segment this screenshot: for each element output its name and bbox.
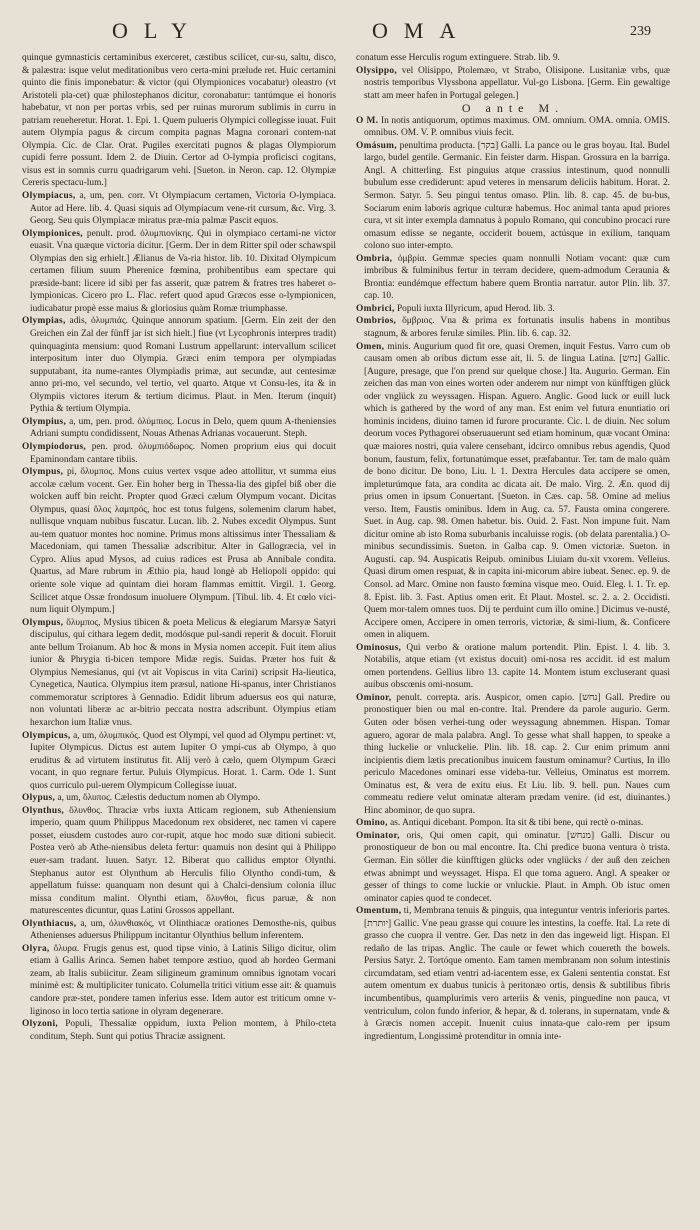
dictionary-entry	[22, 918, 336, 943]
dictionary-entry	[356, 303, 670, 316]
entry-text: as. Antiqui dicebant. Pompon. Ita sit & tibi bene, qui rectè o-minas.	[390, 818, 644, 829]
entry-text: pen. prod. ὀλυμπιόδωρος. Nomen proprium eius qui docuit Epaminondam cantare tibiis.	[30, 441, 336, 465]
dictionary-entry	[356, 115, 670, 140]
running-head-left: OLY	[112, 18, 204, 43]
entry-headword: Olynthiacus,	[22, 918, 77, 929]
right-column	[356, 52, 670, 1220]
entry-text: vel Olisippo, Ptolemæo, vt Strabo, Olisipone. Lusitaniæ vrbs, quæ nostris temporibus Vlyssbona appellatur. Vul-go Lisbona. [Germ. Ein gewaltige statt am meer hafen in Portugal gelegen.]	[364, 65, 670, 101]
dictionary-entry	[22, 441, 336, 466]
entry-headword: Olypus,	[22, 793, 56, 804]
entry-text: a, um, ὄλυπος. Cælestis deductum nomen ab Olympo.	[57, 793, 261, 804]
entry-headword: Olympiodorus,	[22, 441, 87, 452]
entry-text: ὄλυμπος, Mysius tibicen & poeta Melicus & elegiarum Marsyæ Satyri discipulus, qui cithara legem dedit, modósque pul-sandi reperit & docuit. Floruit ante bellum Troianum. Ab hoc & mons in Mysia nomen accepit. Fuit item alius iunior & Phrygia ti-bicen tempore Midæ regis. Suidas. Præter hos fuit & Olympius Nemesianus, qui (vt ait Vopiscus in vita Carini) scripsit Ha-lieutica, Cynegetica, Nautica. Olympius item præsul, natione Hi-spanus, inter Christianos commemoratur scriptores à Gennadio. Edidit librum aduersus eos qui naturæ, non voluntati liberæ ac ar-bitrio peccata nostra adscribunt. Olympius etiam hexarchon ium Italiæ vnus.	[30, 617, 336, 728]
entry-text: minis. Augurium quod fit ore, quasi Oremen, inquit Festus. Varro cum ob causam omen ab oribus dictum esse ait, li. 5. de lingua Latina. [נחש] Gallic. [Augure, presage, que l'on prend sur quelque chose.] Ita. Augurio. German. Ein zeichen das man von eines worten oder anderem nur nimpt von künfftigen glück oder vnglück zu weyssagen. Hispan. Aguero. Anglic. Good luck or euill luck which is gathered by the word of any man. Est enim vel futura enuntiatio ori hominis incidens, diuino tamen id furore procurante. Cic. l. de diuin. Nec solum deorum voces Pythagorei obseruauerunt sed etiam hominum, quæ vocant Omina: quæ maiores nostri, quia valere censebant, idcirco omnibus rebus agendis, Quod bonum, faustum, felix, fortunatúmque esset, præfabantur. Ter. tam de malo quàm de bono dicitur. De bono, Liu. l. 1. Dextra Hercules data accipere se omen, impleturúmque fata, ara condita ac dicata ait. De malo. Virg. 2. Æn. quod dij prius omen in ipsum Conuertant. [Sueton. in Cæs. cap. 58. Omine ad melius verso. Item, Faustis ominibus. Idem in Aug. ca. 57. Fausta omina congerere. Suet. in Aug. cap. 98. Omen habetur. bis. Ouid. 2. Fast. Non impune fuit. Nam dicitur omine ab isto Roma suburbanis incaluisse rogis. (ob delata parentalia.) O-minibus secundissimis. Sueton. in Galba cap. 9. Omen victoriæ. Sueton. in Augusti. cap. 94. Auspicatis Reipub. ominibus Liuiam du-xit vxorem. Velleius. Quasi dirum omen respuat, & in capita ini-micorum abire iubeat. Senec. ep. 9. de Consol. ad Marc. Omine non fausto fœmina visque meo. Ouid. Eleg. l. 1. Tr. ep. 8. Epist. lib. 3. Fast. Aptius omen erit. Et Plaut. Mostel. sc. 2. a. 2. Occidisti. Quem mor-talem omnes tuos. Dij te perduint cum illo omine.] Dicimus ve-nusté, Accipere omen, Accipere in omen terroris, victoriæ, & simi-lium, &. Conficere omen in aliquem.	[364, 341, 670, 641]
entry-headword: Olysippo,	[356, 65, 397, 76]
column-gutter	[340, 52, 352, 1212]
entry-text: adis, ὀλυμπιάς. Quinque annorum spatium. [Germ. Ein zeit der den Greichen ein Zal der fünff jar ist sich hielt.] fiue (vt Lycophronis interpres tradit) quinquaginta mensium: quod Romani Lustrum appellarunt: intervallum scilicet interpositum inter duo Olympia. Græci enim tempora per olympiadas supputabant, ita nume-rantes Olympiadis primæ, aut secundæ, aut centesimæ anno pri-mo, vel secundo, vel tertio, vel quarto. Atque vt Consu-les, ita & in Olympiis victores iterum & tertium dicimus. Plaut. in Men. Iterum (inquit) Pythia & tertium Olympia.	[30, 316, 336, 415]
entry-headword: Olympiacus,	[22, 191, 76, 202]
dictionary-entry	[356, 905, 670, 1043]
section-heading: O ante M.	[461, 101, 565, 116]
entry-text: Qui verbo & oratione malum portendit. Plin. Epist. l. 4. lib. 3. Notabilis, atque etiam (vt existus docuit) omi-nosa res accidit. id est malum omen portendens. Gellius libro 13. capite 14. Montem istum excluserant quasi auibus obscœnis omi-nosum.	[364, 642, 670, 691]
entry-text: quinque gymnasticis certaminibus exerceret, cæstibus scilicet, cur-su, saltu, disco, & palæstra: isque velut meditationibus vero certa-mini prælude ret. Huic certamini quinto die finis imponebatur: & victor (qui Olympionices vocabatur) oleastro (vt Aristoteli pla-cet) quæ philostephanos dicitur, coronabatur: tantúmque ei honoris habebatur, vt non per portas vrbis, sed per ruinas murorum sublimis in curru in patriam reueheretur. Horat. 1. Epi. 1. Quem pulueris Olympici collegisse iuuat. Fuit autem Olympia pagus & circum compita pagnas Magna coronari contem-nat Olympia. Cic. de Clar. Orat. Pugiles exercitati pugnos & plagas Olympiorum cupidi ferre possunt. Idem 2. de Diuin. Certor ad O-lympia proficisci cogitans, visus est in somnis curru quadrigarum vehi. [Sueton. in Neron. cap. 12. Olympiæ Cereris spectacu-lum.]	[22, 53, 336, 189]
dictionary-entry	[22, 805, 336, 918]
dictionary-entry	[22, 792, 336, 805]
dictionary-entry	[356, 140, 670, 253]
entry-text: ὄμβριος. Vna & prima ex fortunatis insulis habens in montibus stagnum, & arbores ferulæ similes. Plin. lib. 6. cap. 32.	[364, 316, 670, 340]
dictionary-entry	[22, 52, 336, 190]
dictionary-entry	[22, 466, 336, 617]
entry-text: In notis antiquorum, optimus maximus. OM. omnium. OMA. omnia. OMIS. omnibus. OM. V. P. omnibus viuis fecit.	[364, 115, 670, 139]
entry-headword: Ominator,	[356, 830, 400, 841]
entry-text: ὄλυρα. Frugis genus est, quod tipse vinio, à Latinis Siligo dicitur, olim etiam à Gallis Arinca. Semen habet tempore æstiuo, quod ab hordeo Germani zeam, ab Italis subiicitur. Zeam siligineum graminum omnibus ignotam vocari minimè est: & multipliciter tunicato. Columella tritici vitium esse ait: & quamuis candore præ-stet, pondere tamen inferius esse. Idem autor est triticum omne v-liginoso in loco tertia satione in olyram degenerare.	[30, 943, 336, 1017]
entry-text: a, um, pen. prod. ὀλύμπιος. Locus in Delo, quem quum A-theniensies Adriani sumptu condidissent, Nouas Athenas Adrianas vocauerunt. Steph.	[30, 416, 336, 440]
dictionary-entry	[356, 315, 670, 340]
dictionary-entry	[22, 617, 336, 730]
dictionary-entry	[356, 341, 670, 642]
entry-headword: O M.	[356, 115, 379, 126]
running-head-right: OMA	[372, 18, 472, 43]
entry-headword: Olynthus,	[22, 805, 65, 816]
entry-headword: Olympias,	[22, 316, 66, 327]
entry-text: pi, ὄλυμπος. Mons cuius vertex vsque adeo attollitur, vt summa eius accolæ cælum vocent. Ger. Ein hoher berg in Thessa-lia des gipfel biß ober die wolcken auff bin reicht. Propter quod Græci cælum Olympum vocant. Dicitas Olympus, quasi ὅλος λαμπρός, hoc est totus fulgens, solemenim clarum habet, nullisque vnquam nubibus fuscatur. Lucan. lib. 2. Nubes excedit Olympus. Sunt au-tem quatuor montes hoc nomine. Primus mons altissimus inter Thessaliam & Macedoniam, qui tamen Thessaliæ adscribitur. Alter in Gallogræcia, vel in Cypro. Alius apud Mysos, ad cuius radices est Prusa ab Annibale condita. Quartus, ad Mare rubrum in Æthio pia, haud longè ab Heliopoli oppido: qui oriente sole vique ad quintam diei horam flammas emittit. Virgil. 1. Georg. Scilicet atque Ossæ frondosum inuoluere Olympum. [Tibul. lib. 4. Et cœlo vici-num liquit Olympum.]	[30, 467, 336, 616]
entry-text: oris, Qui omen capit, qui ominatur. [מנחש] Galli. Discur ou pronostiqueur de bon ou mal encontre. Ita. Chi predice buona ventura ò trista. German. Ein söller die künfftigen glücks oder vnglücks / der auß den zeichen etwas abnimpt und weyssaget. Hispa. El que toma aguero. Angl. A speaker or gesser of things to come luckie or vnluckie. Plaut. in Amph. Ob istuc omen ominator capies quod te condecet.	[364, 830, 670, 904]
dictionary-entry	[22, 1018, 336, 1043]
dictionary-entry	[356, 65, 670, 103]
running-head	[0, 18, 700, 50]
entry-headword: Olympus,	[22, 467, 64, 478]
entry-headword: Omásum,	[356, 140, 397, 151]
entry-headword: Ombria,	[356, 253, 393, 264]
entry-headword: Ombrios,	[356, 316, 397, 327]
dictionary-entry	[22, 315, 336, 415]
entry-headword: Ominor,	[356, 692, 392, 703]
entry-text: a, um, ὀλυμπικός. Quod est Olympi, vel quod ad Olympu pertinet: vt, Iupiter Olympicus. Dictus est autem Iupiter O ympi-cus ab Olympo, à quo eruditus & ad virtutem institutus fit. Alij verò à cælo, quem Olympum Græci vocant, in quo regnare fertur. Puluis Olympicus. Horat. 1. Carm. Ode 1. Sunt quos curriculo pul-uerem Olympicum Collegisse iuuat.	[30, 730, 336, 791]
dictionary-entry	[22, 730, 336, 793]
entry-text: ti, Membrana tenuis & pinguis, qua integuntur ventris inferioris partes. [יותרת] Gallic. Vne peau grasse qui couure les intestins, la coeffe. Ital. La rete di grasso che cuopra il ventre. Ger. Das netz in den das ingeweid ligt. Hispan. El redaño de las tripas. Anglic. The caule or fewet which couereth the bowels. Persius Satyr. 2. Tortóque omento. Eam tamen membranam non solum intestinis circumdatam, sed etiam ventri ad-iacentem esse, ex Galeni sententia constat. Est autem omentum ex duabus tunicis à peritonæo ortis, densis & subtilibus fibris incumbentibus, quamplurimis vero arteriis & venis, pinguedine non pauca, vt ventriculum, colon fundo inferior, & hepar, & d. tolerans, in supernatam, vnde & à Græcis nomen accepit. Inuenit cuius innata-que calo-rem per ipsum ingredientum, Longissimè protenditur in omnia inte-	[364, 906, 670, 1042]
entry-headword: Olympius,	[22, 416, 67, 427]
entry-text: Populi iuxta Illyricum, apud Herod. lib. 3.	[396, 303, 555, 314]
entry-headword: Omino,	[356, 818, 388, 829]
entry-text: penult. correpta. aris. Auspicor, omen capio. [נחש] Gall. Predire ou pronostiquer bien ou mal en-contre. Ital. Prendere da parole augurio. Germ. Guten oder bösen verhei-tung oder weyssagung abnemmen. Hispan. Tomar aguero, agorar de mala palabra. Angl. To gesse what shall happen, to speake a thing luckelie or vnluckelie. Plin. lib. 18. cap. 2. Cur enim primum anni incipientis diem lætis precationibus inuicem faustum ominamur? Curtius, In illo periculo Macedones ominari esse videba-tur. Velleius, Ominatus est morrem. Ominatus est, & vera de exitu eius. Et Liu. lib. 9. bell. pun. Naues cum commeatu rediere velut ominatæ alteram prædam venire. (id est, diuinantes.) Hinc abominor, de quo supra.	[364, 692, 670, 816]
entry-text: Populi, Thessaliæ oppidum, iuxta Pelion montem, à Philo-cteta conditum, Steph. Sunt qui potius Thraciæ assignent.	[30, 1019, 336, 1042]
entry-text: a, um, ὀλυνθιακός, vt Olinthiacæ orationes Demosthe-nis, quibus Athenienses aduersus Philippum incitantur Olynthius bellum inferentem.	[30, 918, 336, 942]
dictionary-entry	[22, 228, 336, 316]
entry-headword: Olyzoni,	[22, 1019, 58, 1030]
entry-headword: Olyra,	[22, 943, 50, 954]
entry-headword: Olympionices,	[22, 228, 83, 239]
entry-headword: Ombrici,	[356, 303, 395, 314]
dictionary-entry	[356, 642, 670, 692]
entry-text: a, um, pen. corr. Vt Olympiacum certamen, Victoria O-lympiaca. Autor ad Here. lib. 4. Quasi siquis ad Olympiacum vene-rit cursum, &c. Virg. 3. Georg. Seu quis Olympiacæ miratus præ-mia palmæ Pascit equos.	[30, 191, 336, 227]
dictionary-entry	[356, 692, 670, 817]
entry-headword: Omen,	[356, 341, 385, 352]
entry-headword: Ominosus,	[356, 642, 402, 653]
dictionary-entry	[22, 416, 336, 441]
dictionary-entry	[356, 52, 670, 65]
entry-headword: Olympicus,	[22, 730, 71, 741]
entry-text: ὄλυνθος. Thraciæ vrbs iuxta Atticam regionem, sub Atheniensium imperio, quam quum Philippus Macedonum rex obsideret, nec tamen vi capere posset, eiusdem custodes auro cor-rupit, atque hoc modo suæ ditioni subiecit. Postea verò ab Athe-niensibus deleta fertur: quamuis non desint qui à Philippo euer-sam tradant. Iuuen. Satyr. 12. Biberat quo callidus emptor Olynthi. Stephanus autor est Olynthum ab Herculis filio Olyntho condi-tum, & appellatum fuisse: quanquam non desunt qui à Chalci-densium colonia illuc missa conditum malint. Olynthi etiam, ὄλυνθοι, ficus paruæ, & non maturescentes dicuntur, quas Latini Grossos appellant.	[30, 805, 336, 917]
entry-headword: Olympus,	[22, 617, 64, 628]
dictionary-entry	[22, 190, 336, 228]
entry-headword: Omentum,	[356, 906, 402, 917]
entry-text: penult. prod. ὀλυμπιονίκης. Qui in olympiaco certami-ne victor euasit. Vna quæque victoria dicitur. [Germ. Der in dem Ritter spil oder schawspil Olympias den sig erhielt.] Ælianus de Va-ria histor. lib. 10. Dixitad Olympicum certamen filium suum Pherenice fœmina, prohibentibus eam spectare qui præside-bant: licere id sibi per fas asserit, quæ patrem & fratres tres haberet o-lympionicas. Cicero pro L. Flac. refert quod apud Græcos esse o-lympionicen, iudicabatur propè esse maius & gloriosius quàm Romæ triumphasse.	[30, 228, 336, 314]
dictionary-entry	[356, 817, 670, 830]
entry-text: conatum esse Herculis rogum extinguere. Strab. lib. 9.	[356, 53, 560, 63]
entry-text: ὀμβρία. Gemmæ species quam nonnulli Notiam vocant: quæ cum imbribus & fulminibus fertur in terram decidere, quem-admodum Ceraunia & Brontia: eundémque effectum habere quem Brontia narratur. autor Plin. lib. 37. cap. 10.	[364, 253, 670, 302]
page-number: 239	[630, 24, 651, 39]
dictionary-entry	[22, 943, 336, 1018]
entry-text: penultima producta. [בקר] Galli. La pance ou le gras boyau. Ital. Budel largo, budel gentile. Germanic. Ein feister darm. Hispan. Grossura en la barriga. Angl. A chitterling. Est pinguius atque crassius intestinum, quod nonnulli bubulum esse crediderunt: apud veteres in mensarum deliciis habitum. Horat. 2. Sermon. Satyr. 5. Seu pingui tentus omaso. Plin. lib. 8. cap. 45. de bu-bus, Sociarum enim laboris agrique culturæ habemus. Hoc animal tanta apud priores cura, vt sit inter exempla damnatus à populo Romano, qui concubino procaci rure omasum edisse se negante, occiderit bouem, actúsque in exilium, tanquam colono suo inter-empto.	[364, 140, 670, 252]
dictionary-entry	[356, 253, 670, 303]
dictionary-entry	[356, 830, 670, 905]
left-column	[22, 52, 336, 1220]
